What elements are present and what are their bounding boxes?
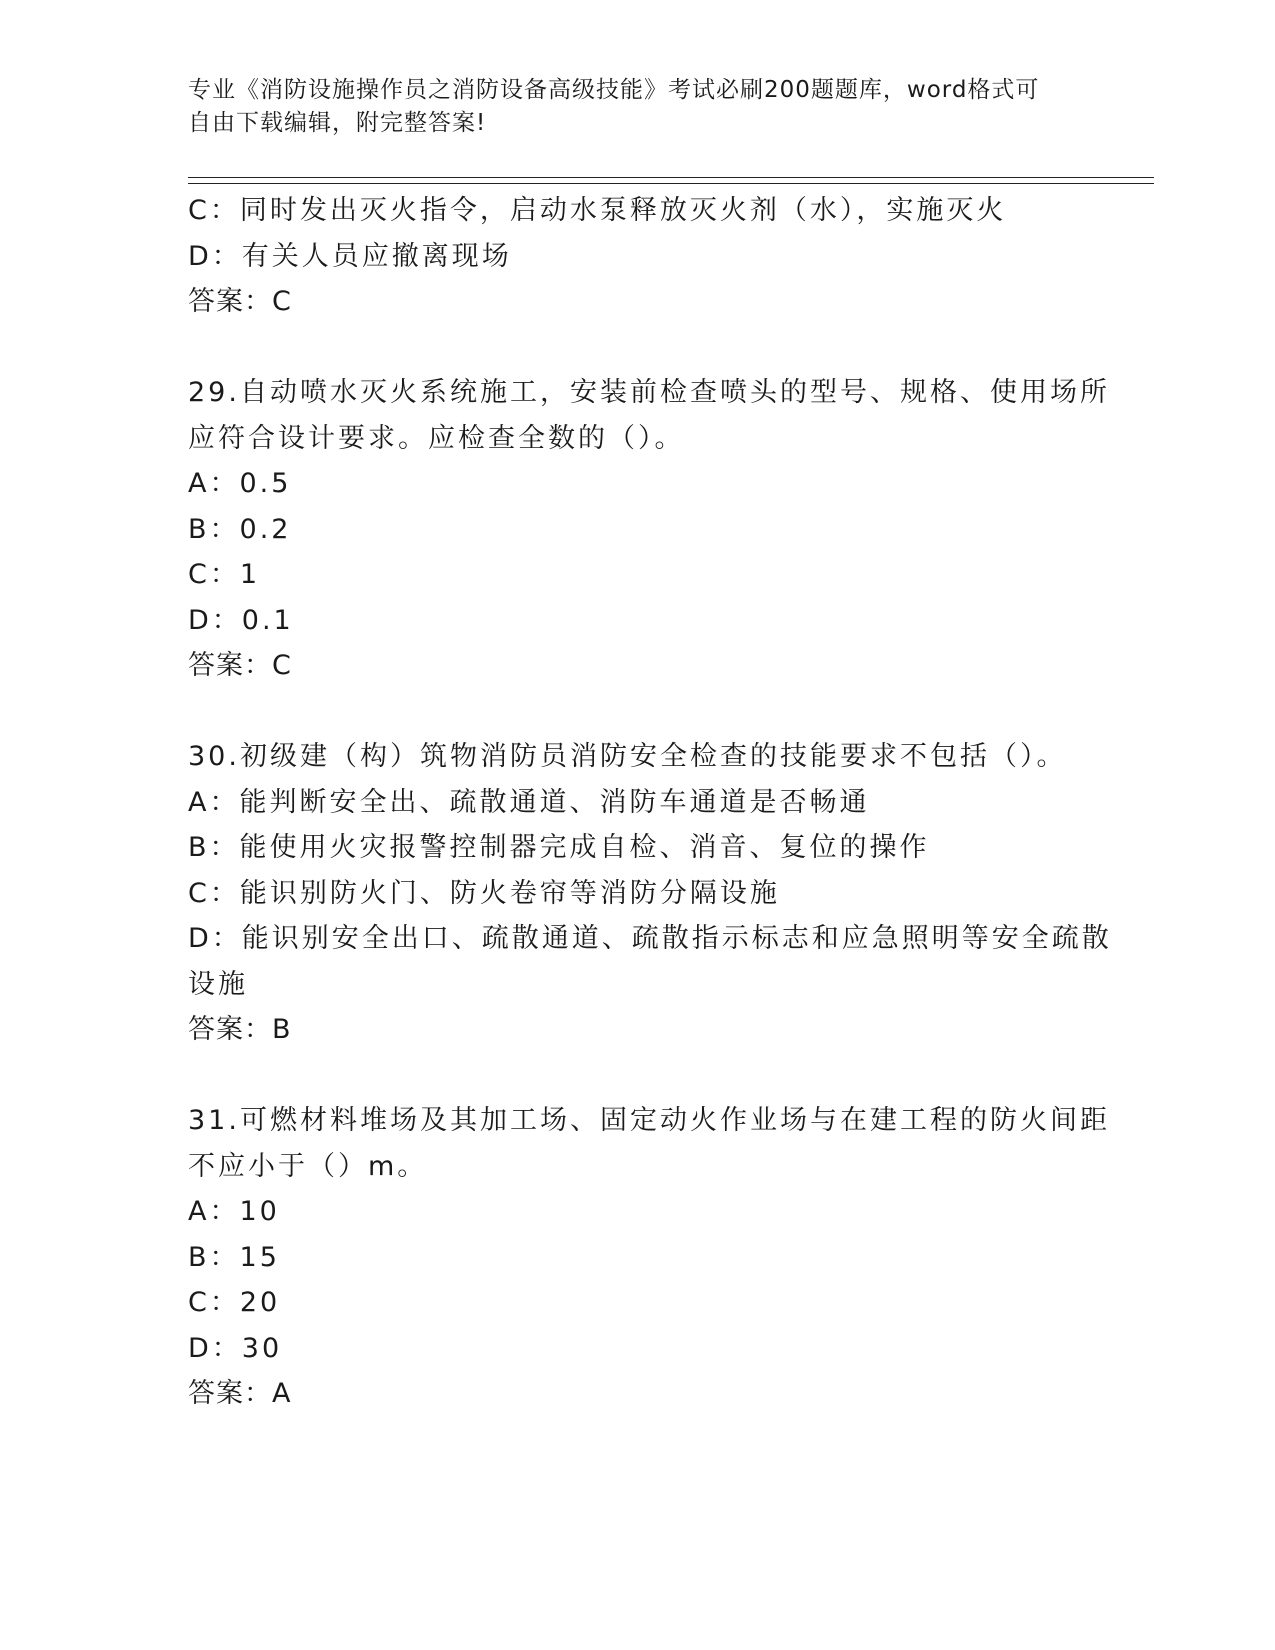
header-line-2: 自由下载编辑，附完整答案! (188, 110, 487, 136)
option-b: B：能使用火灾报警控制器完成自检、消音、复位的操作 (188, 832, 930, 863)
header-rule-top (188, 177, 1154, 178)
header-rule-bottom (188, 183, 1154, 184)
question-stem: 30.初级建（构）筑物消防员消防安全检查的技能要求不包括（）。 (188, 741, 1067, 772)
document-header (188, 74, 1068, 140)
option-a: A：能判断安全出、疏散通道、消防车通道是否畅通 (188, 786, 870, 818)
answer: 答案：A (188, 1378, 292, 1409)
question-stem: 29.自动喷水灭火系统施工，安装前检查喷头的型号、规格、使用场所 (188, 377, 1110, 408)
option-c: C：1 (188, 559, 261, 590)
option-d: D：能识别安全出口、疏散通道、疏散指示标志和应急照明等安全疏散 (188, 923, 1112, 954)
question-30 (188, 734, 1112, 1053)
question-31 (188, 1098, 1110, 1417)
option-b: B：15 (188, 1241, 280, 1273)
question-stem: 31.可燃材料堆场及其加工场、固定动火作业场与在建工程的防火间距 (188, 1105, 1110, 1136)
option-d-continued: 设施 (188, 968, 248, 1000)
question-28-continuation (188, 188, 1088, 325)
question-stem-continued: 应符合设计要求。应检查全数的（）。 (188, 422, 685, 454)
header-line-1: 专业《消防设施操作员之消防设备高级技能》考试必刷200题题库，word格式可 (188, 77, 1040, 103)
option-d: D：有关人员应撤离现场 (188, 240, 512, 272)
answer: 答案：C (188, 286, 292, 317)
option-d: D：30 (188, 1332, 283, 1364)
document-body (188, 188, 1112, 1417)
option-d: D：0.1 (188, 604, 294, 636)
question-29 (188, 370, 1110, 689)
option-c: C：20 (188, 1287, 281, 1318)
option-c: C：能识别防火门、防火卷帘等消防分隔设施 (188, 877, 780, 909)
option-a: A：10 (188, 1196, 280, 1227)
answer: 答案：B (188, 1014, 292, 1045)
option-c: C：同时发出灭火指令，启动水泵释放灭火剂（水），实施灭火 (188, 195, 1007, 226)
question-stem-continued: 不应小于（）m。 (188, 1150, 428, 1182)
option-b: B：0.2 (188, 513, 292, 545)
answer: 答案：C (188, 650, 292, 681)
option-a: A：0.5 (188, 468, 292, 499)
